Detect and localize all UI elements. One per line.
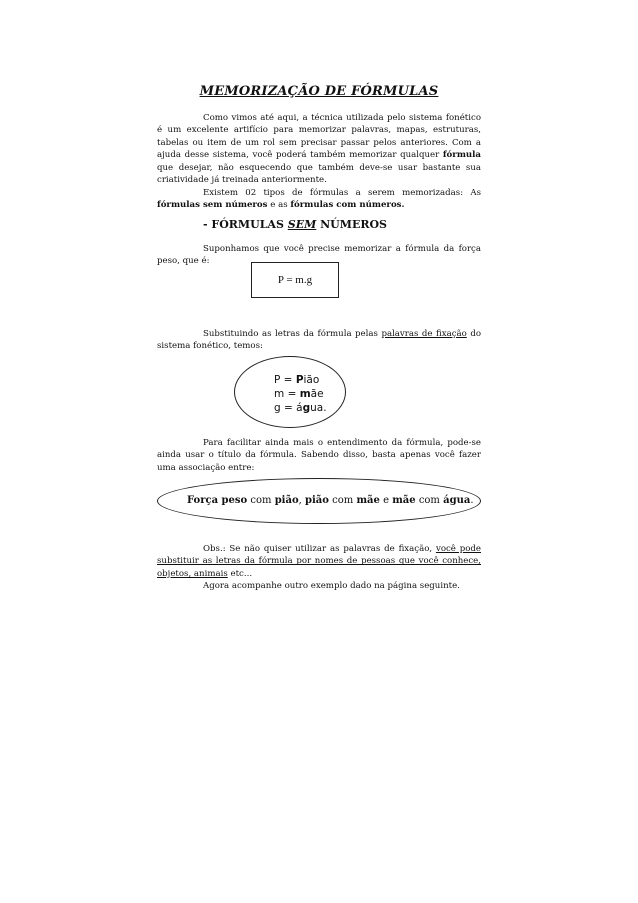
assoc-text: com bbox=[418, 495, 440, 506]
mapping-bold: m bbox=[299, 388, 311, 400]
types-bold-1: fórmulas sem números bbox=[157, 200, 268, 211]
obs-text-2: etc... bbox=[230, 568, 253, 579]
obs-text-1: Obs.: Se não quiser utilizar as palavras de fixação, bbox=[203, 544, 433, 554]
subtitle-em: SEM bbox=[287, 218, 317, 231]
obs-paragraph bbox=[157, 543, 481, 580]
mapping-left: P = bbox=[274, 374, 296, 386]
mapping-line bbox=[274, 388, 324, 400]
next-text: Agora acompanhe outro exemplo dado na página seguinte. bbox=[203, 581, 460, 591]
suppose-text: Suponhamos que você precise memorizar a fórmula da força peso, que é: bbox=[157, 244, 481, 267]
mapping-rest: ãe bbox=[310, 388, 324, 400]
substitute-link: palavras de fixação bbox=[381, 329, 467, 339]
assoc-text: com bbox=[250, 495, 272, 506]
mapping-left: m = bbox=[274, 388, 300, 400]
mapping-line bbox=[274, 402, 327, 414]
mapping-rest: ião bbox=[303, 374, 320, 386]
substitute-text-1: Substituindo as letras da fórmula pelas bbox=[203, 329, 378, 339]
types-text-2: e as bbox=[270, 200, 288, 211]
assoc-text: , bbox=[298, 495, 302, 506]
mapping-line bbox=[274, 374, 319, 386]
substitute-text-2: do sistema fonético, temos: bbox=[157, 329, 482, 352]
assoc-bold: pião bbox=[305, 495, 329, 506]
association-text bbox=[187, 495, 474, 506]
intro-end: que desejar, não esquecendo que também deve-se usar bastante sua criatividade já treinada anteriormente. bbox=[157, 162, 481, 186]
assoc-bold: mãe bbox=[392, 495, 416, 506]
page-title: MEMORIZAÇÃO DE FÓRMULAS bbox=[199, 84, 439, 99]
intro-bold: fórmula bbox=[442, 150, 481, 161]
mapping-bold: g bbox=[302, 402, 311, 414]
subtitle-suffix: NÚMEROS bbox=[320, 218, 388, 231]
types-paragraph bbox=[157, 187, 481, 212]
types-bold-2: fórmulas com números. bbox=[290, 200, 405, 211]
substitute-paragraph bbox=[157, 328, 481, 353]
subtitle-prefix: - FÓRMULAS bbox=[203, 218, 284, 231]
mapping-left: g = á bbox=[274, 402, 303, 414]
next-paragraph bbox=[157, 580, 481, 592]
formula-text: P = m.g bbox=[277, 274, 313, 286]
intro-text: Como vimos até aqui, a técnica utilizada pelo sistema fonético é um excelente artifício para memorizar palavras, mapas, estruturas, tabelas ou item de um rol sem precisar passar pelos anteriores. Com a ajuda desse sistema, você poderá também memorizar qualquer bbox=[157, 113, 481, 161]
formula-box bbox=[251, 262, 339, 298]
obs-link: você pode substituir as letras da fórmula por nomes de pessoas que você conhece, objetos, animais bbox=[157, 544, 481, 579]
assoc-bold: Força peso bbox=[187, 495, 248, 506]
types-text-1: Existem 02 tipos de fórmulas a serem memorizadas: As bbox=[203, 188, 481, 198]
assoc-text: . bbox=[470, 495, 474, 506]
facilitate-text: Para facilitar ainda mais o entendimento da fórmula, pode-se ainda usar o título da fórmula. Sabendo disso, basta apenas você fazer uma associação entre: bbox=[157, 438, 481, 473]
facilitate-paragraph bbox=[157, 437, 481, 474]
intro-paragraph bbox=[157, 112, 481, 186]
assoc-bold: mãe bbox=[356, 495, 380, 506]
assoc-text: com bbox=[332, 495, 354, 506]
assoc-bold: pião bbox=[274, 495, 299, 506]
assoc-text: e bbox=[383, 495, 389, 506]
mapping-rest: ua. bbox=[310, 402, 327, 414]
mapping-bold: P bbox=[295, 374, 304, 386]
section-subtitle bbox=[203, 218, 387, 231]
assoc-bold: água bbox=[443, 495, 471, 506]
